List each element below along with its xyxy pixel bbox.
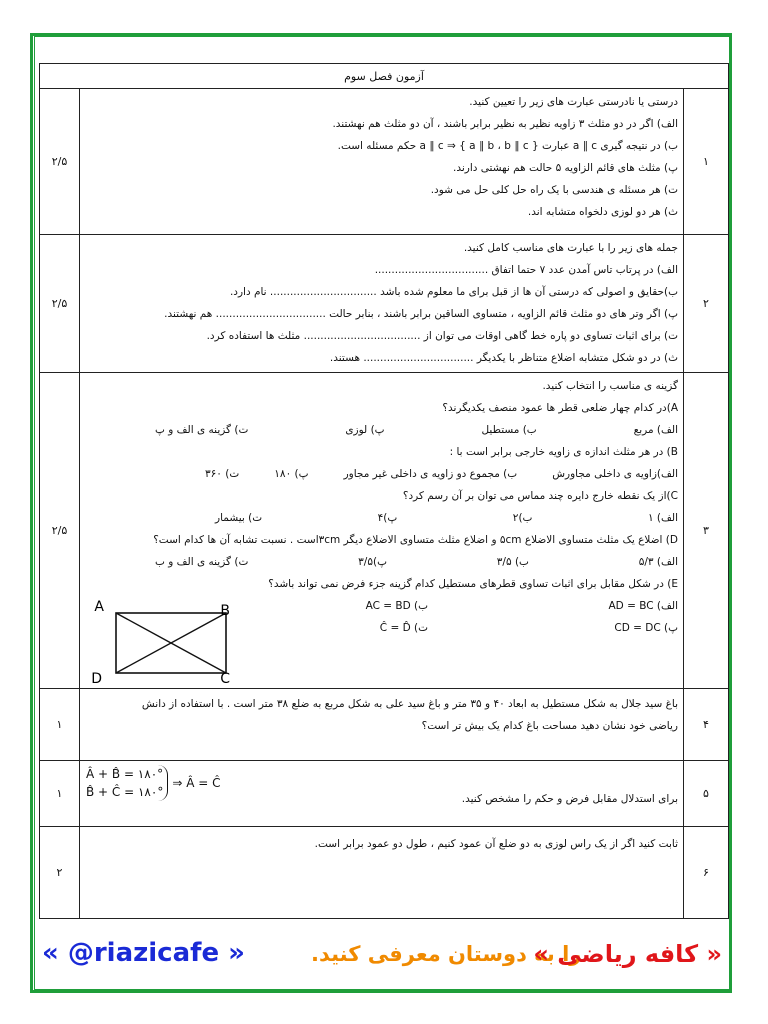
q3-part-a: A)در کدام چهار ضلعی قطر ها عمود منصف یکدیگرند؟: [442, 402, 678, 414]
question-4-number: ۴: [684, 689, 729, 761]
question-row-5: [40, 761, 729, 827]
q5-text: برای استدلال مقابل فرض و حکم را مشخص کنید.: [461, 792, 678, 805]
question-6-score: ۲: [40, 827, 80, 919]
q3-c-opt-3: پ)۴: [377, 512, 398, 524]
q3-part-b: B) در هر مثلث اندازه ی زاویه خارجی برابر است با :: [449, 446, 678, 458]
q3-e-opt-3: پ) CD = DC: [614, 622, 678, 634]
q3-a-opt-1: الف) مربع: [633, 424, 678, 436]
q4-line-1: ریاضی خود نشان دهید مساحت باغ کدام یک بیش تر است؟: [421, 720, 678, 732]
question-6-body: [80, 827, 684, 919]
q1-line-3: پ) مثلث های قائم الزاویه ۵ حالت هم نهشتی دارند.: [453, 162, 678, 174]
q3-intro: گزینه ی مناسب را انتخاب کنید.: [542, 380, 678, 392]
q5-formula-line-1: Â + B̂ = ۱۸۰°: [86, 767, 164, 781]
banner-brand: « کافه ریاضی »: [533, 940, 722, 968]
q1-line-5: ث) هر دو لوزی دلخواه متشابه اند.: [527, 206, 678, 218]
q2-line-5: ث) در دو شکل متشابه اضلاع متناظر با یکدیگر ................................. هستند.: [329, 352, 678, 364]
question-6-number: ۶: [684, 827, 729, 919]
q2-line-1: الف) در پرتاب تاس آمدن عدد ۷ حتما اتفاق ..................................: [374, 264, 678, 276]
question-5-score: ۱: [40, 761, 80, 827]
q3-c-opt-4: ت) بیشمار: [215, 512, 263, 524]
promo-banner: [36, 932, 728, 976]
question-row-1: [40, 89, 729, 235]
q3-a-opt-4: ت) گزینه ی الف و پ: [155, 424, 249, 436]
q3-b-opt-4: ت) ۳۶۰: [205, 468, 240, 480]
question-4-score: ۱: [40, 689, 80, 761]
question-1-score: ۲/۵: [40, 89, 80, 235]
question-3-body: [80, 373, 684, 689]
question-4-body: [80, 689, 684, 761]
q3-part-c-options: [85, 507, 678, 529]
question-row-2: [40, 235, 729, 373]
question-1-body: [80, 89, 684, 235]
vertex-label-b: B: [220, 603, 230, 619]
q1-line-4: ت) هر مسئله ی هندسی با یک راه حل کلی حل می شود.: [430, 184, 678, 196]
q6-line-0: ثابت کنید اگر از یک راس لوزی به دو ضلع آن عمود کنیم ، طول دو عمود برابر است.: [314, 838, 678, 850]
q3-part-b-options: [85, 463, 678, 485]
q3-b-opt-2: ب) مجموع دو زاویه ی داخلی غیر مجاور: [343, 468, 518, 480]
q3-c-opt-2: ب)۲: [512, 512, 533, 524]
exam-title: آزمون فصل سوم: [40, 64, 729, 89]
question-2-number: ۲: [684, 235, 729, 373]
question-3-number: ۳: [684, 373, 729, 689]
vertex-label-a: A: [94, 599, 104, 615]
q1-line-0: درستی یا نادرستی عبارت های زیر را تعیین کنید.: [469, 96, 678, 108]
question-1-number: ۱: [684, 89, 729, 235]
q3-part-c: C)از یک نقطه خارج دایره چند مماس می توان بر آن رسم کرد؟: [402, 490, 678, 502]
q3-d-opt-2: ب) ۳/۵: [496, 556, 529, 568]
question-3-score: ۲/۵: [40, 373, 80, 689]
question-2-body: [80, 235, 684, 373]
q3-part-e: E) در شکل مقابل برای اثبات تساوی قطرهای مستطیل کدام گزینه جزء فرض نمی تواند باشد؟: [268, 578, 678, 590]
banner-message: را به دوستان معرفی کنید.: [311, 942, 582, 966]
q2-line-4: ت) برای اثبات تساوی دو پاره خط گاهی اوقات می توان از ................................... مثلث ها استفاده کرد.: [206, 330, 678, 342]
q3-a-opt-2: ب) مستطیل: [481, 424, 537, 436]
q3-part-a-options: [85, 419, 678, 441]
exam-table: [39, 63, 729, 919]
q1-line-1: الف) اگر در دو مثلث ۳ زاویه نظیر به نظیر برابر باشند ، آن دو مثلث هم نهشتند.: [332, 118, 678, 130]
q3-part-d-options: [85, 551, 678, 573]
q3-part-d: D) اضلاع یک مثلث متساوی الاضلاع ۵cm و اضلاع مثلث متساوی الاضلاع دیگر ۳cmاست . نسبت تشابه آن ها کدام است؟: [153, 534, 678, 546]
vertex-label-c: C: [220, 671, 230, 687]
q3-e-opt-2: ب) AC = BD: [365, 600, 428, 612]
q2-line-0: جمله های زیر را با عبارت های مناسب کامل کنید.: [463, 242, 678, 254]
question-row-3: [40, 373, 729, 689]
q3-b-opt-3: پ) ۱۸۰: [274, 468, 309, 480]
question-row-6: [40, 827, 729, 919]
q5-formula-result: ⇒ Â = Ĉ: [172, 776, 221, 790]
q3-e-opt-4: ت) Ĉ = D̂: [379, 622, 428, 634]
q5-formula-brace: [86, 765, 168, 801]
q2-line-2: ب)حقایق و اصولی که درستی آن ها از قبل برای ما معلوم شده باشد ................................ نام دارد.: [229, 286, 678, 298]
q2-line-3: پ) اگر وتر های دو مثلث قائم الزاویه ، متساوی الساقین برابر باشند ، بنابر حالت ................................. هم نهشتند.: [164, 308, 678, 320]
q3-e-opt-1: الف) AD = BC: [608, 600, 678, 612]
vertex-label-d: D: [91, 671, 102, 687]
q3-d-opt-4: ت) گزینه ی الف و ب: [155, 556, 249, 568]
rectangle-diagram: [91, 599, 244, 687]
q1-line-2: ب) در نتیجه گیری a ∥ c عبارت { a ∥ b ، b ∥ c } ⇒ a ∥ c حکم مسئله است.: [337, 140, 678, 152]
banner-handle[interactable]: « @riazicafe »: [42, 938, 245, 968]
q4-line-0: باغ سید جلال به شکل مستطیل به ابعاد ۴۰ و ۳۵ متر و باغ سید علی به شکل مربع به ضلع ۳۸ متر است . با استفاده از دانش: [141, 698, 678, 710]
question-5-body: [80, 761, 684, 827]
question-2-score: ۲/۵: [40, 235, 80, 373]
q3-b-opt-1: الف)زاویه ی داخلی مجاورش: [552, 468, 678, 480]
q3-a-opt-3: پ) لوزی: [345, 424, 385, 436]
q5-formula: [86, 765, 220, 801]
q3-d-opt-1: الف) ۵/۳: [638, 556, 678, 568]
q3-d-opt-3: پ)۳/۵: [358, 556, 387, 568]
question-5-number: ۵: [684, 761, 729, 827]
q3-c-opt-1: الف) ۱: [647, 512, 678, 524]
q5-formula-line-2: B̂ + Ĉ = ۱۸۰°: [86, 785, 164, 799]
title-row: [40, 64, 729, 89]
question-row-4: [40, 689, 729, 761]
